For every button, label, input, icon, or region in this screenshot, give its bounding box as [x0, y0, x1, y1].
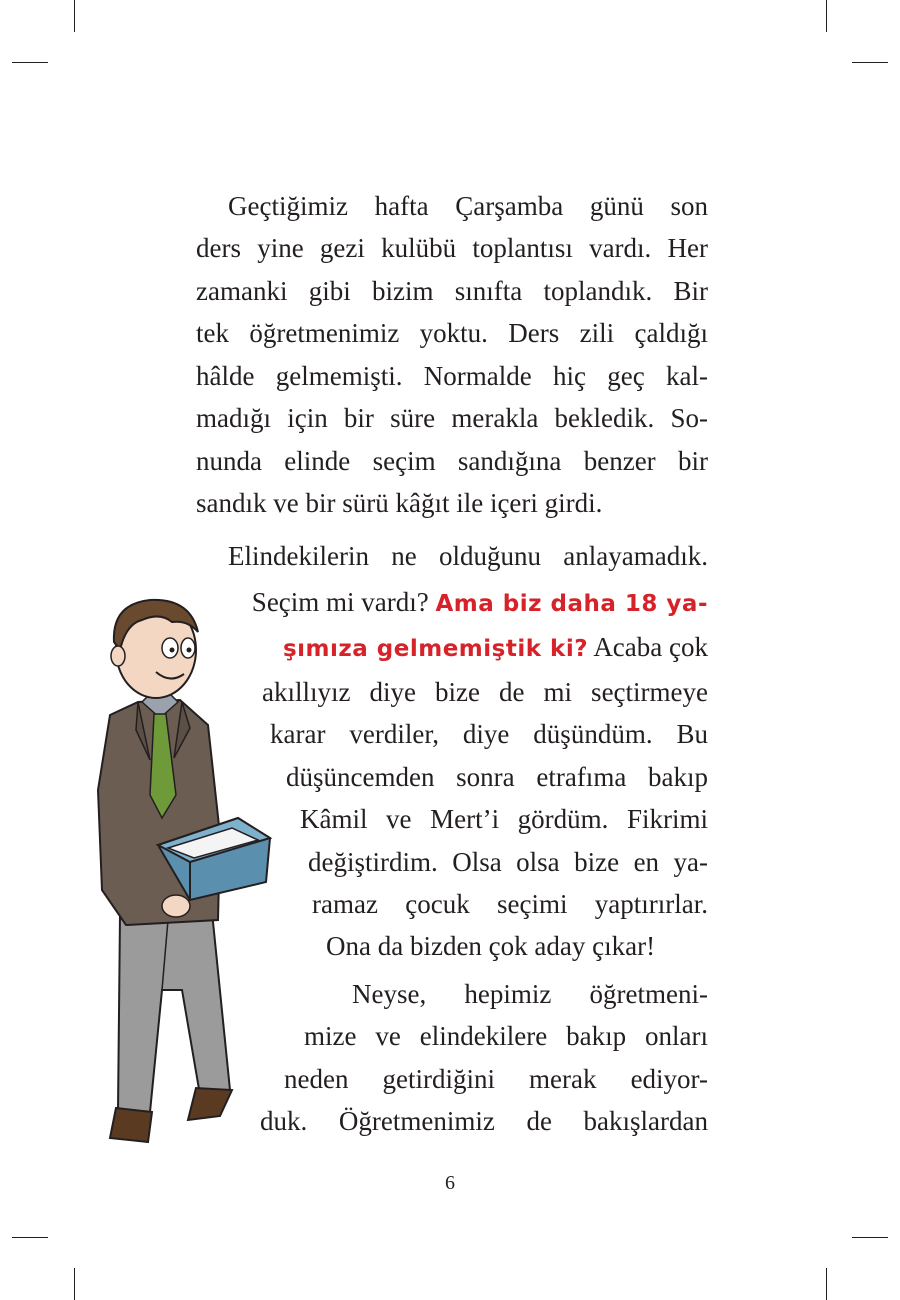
- text-line: mize ve elindekilere bakıp onları: [304, 1021, 708, 1051]
- text-run: Seçim mi vardı?: [251, 587, 429, 617]
- text-line: hâlde gelmemişti. Normalde hiç geç kal-: [196, 361, 708, 391]
- text-line: Ona da bizden çok aday çıkar!: [326, 931, 656, 961]
- text-line: madığı için bir süre merakla bekledik. So-: [196, 403, 708, 433]
- text-line: karar verdiler, diye düşündüm. Bu: [270, 719, 708, 749]
- highlighted-text: Ama biz daha 18 ya-: [435, 591, 708, 617]
- text-line: akıllıyız diye bize de mi seçtirmeye: [262, 677, 708, 707]
- teacher-illustration: [90, 590, 290, 1160]
- text-run: Acaba çok: [593, 632, 708, 662]
- text-line: zamanki gibi bizim sınıfta toplandık. Bir: [196, 276, 708, 306]
- text-line: düşüncemden sonra etrafıma bakıp: [286, 762, 708, 792]
- text-line: nunda elinde seçim sandığına benzer bir: [196, 446, 708, 476]
- crop-mark: [74, 1268, 75, 1300]
- crop-mark: [12, 62, 48, 63]
- page-number: 6: [445, 1172, 455, 1194]
- text-line: Neyse, hepimiz öğretmeni-: [352, 979, 708, 1009]
- text-line: tek öğretmenimiz yoktu. Ders zili çaldığı: [196, 318, 708, 348]
- text-line: duk. Öğretmenimiz de bakışlardan: [260, 1106, 708, 1136]
- crop-mark: [852, 62, 888, 63]
- crop-mark: [12, 1237, 48, 1238]
- text-line: ramaz çocuk seçimi yaptırırlar.: [312, 889, 708, 919]
- crop-mark: [852, 1237, 888, 1238]
- text-line: neden getirdiğini merak ediyor-: [284, 1064, 708, 1094]
- highlighted-text: şımıza gelmemiştik ki?: [282, 636, 589, 662]
- text-line: Geçtiğimiz hafta Çarşamba günü son: [228, 191, 708, 221]
- crop-mark: [826, 1268, 827, 1300]
- crop-mark: [826, 0, 827, 32]
- text-line: sandık ve bir sürü kâğıt ile içeri girdi.: [196, 488, 603, 518]
- text-line: Kâmil ve Mert’i gördüm. Fikrimi: [300, 804, 708, 834]
- text-line: Elindekilerin ne olduğunu anlayamadık.: [228, 541, 708, 571]
- text-line: ders yine gezi kulübü toplantısı vardı. Her: [196, 233, 708, 263]
- crop-mark: [74, 0, 75, 32]
- text-line: değiştirdim. Olsa olsa bize en ya-: [308, 847, 708, 877]
